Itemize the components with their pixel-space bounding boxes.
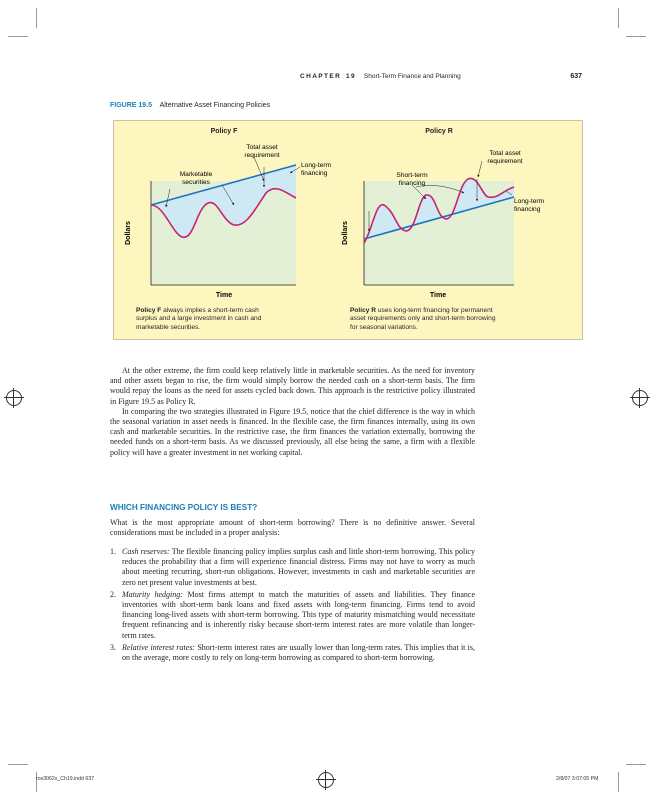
panel-r-total-asset-label: Total asset (489, 150, 521, 157)
list-item-number: 2. (110, 589, 116, 599)
section-intro-block (110, 518, 475, 538)
crop-mark (8, 36, 28, 37)
panel-r-long-term-label: Long-term (514, 198, 545, 205)
figure-caption (110, 102, 270, 109)
panel-f-caption-line: always implies a short-term cash (161, 307, 259, 314)
section-intro: What is the most appropriate amount of short-term borrowing? There is no definitive answer. Several considerations must be included in a proper analysis: (110, 518, 475, 538)
panel-f-caption-bold: Policy F (136, 307, 162, 314)
list-item-text: Short-term interest rates are usually lower than long-term rates. This implies that it is, on the average, more costly to rely on long-term borrowing as compared to short-term borrowing. (122, 642, 475, 663)
panel-r-caption (350, 307, 580, 332)
panel-f-caption-line: surplus and a large investment in cash and (136, 315, 262, 323)
panel-f-long-term-label: financing (301, 170, 328, 177)
panel-r-short-term-label: financing (398, 180, 426, 187)
panel-f-total-asset-label: Total asset (246, 144, 278, 151)
panel-r-arrow (478, 161, 482, 177)
panel-r-x-label: Time (429, 292, 447, 299)
list-item-term: Relative interest rates: (122, 642, 196, 652)
chapter-number: 19 (346, 73, 357, 80)
panel-f-marketable-label: securities (182, 179, 210, 186)
crop-mark (618, 8, 619, 28)
panel-f-x-label: Time (215, 292, 233, 299)
considerations-list (110, 547, 475, 663)
list-item-number: 3. (110, 642, 116, 652)
crop-mark (8, 764, 28, 765)
figure-box (113, 120, 583, 340)
crop-mark (618, 772, 619, 792)
running-header (300, 73, 582, 80)
crop-mark (626, 764, 646, 765)
figure-title: Alternative Asset Financing Policies (159, 102, 271, 109)
panel-f-marketable-label: Marketable (179, 171, 213, 178)
section-heading: WHICH FINANCING POLICY IS BEST? (110, 503, 258, 512)
crop-mark (36, 8, 37, 28)
panel-f (125, 144, 332, 299)
figure-label: FIGURE 19.5 (110, 102, 153, 109)
panel-f-title: Policy F (210, 128, 238, 135)
panel-f-long-term-label: Long-term (301, 162, 332, 169)
list-item-term: Maturity hedging: (122, 589, 183, 599)
panel-r-caption-line: for seasonal variations. (350, 323, 418, 331)
crop-mark (36, 772, 37, 792)
panel-r-caption-line: asset requirements only and short-term borrowing (350, 315, 496, 323)
body-text (110, 366, 475, 458)
panel-r (342, 150, 545, 299)
registration-mark-icon (318, 772, 334, 788)
list-item-number: 1. (110, 547, 116, 556)
panel-r-total-asset-label: requirement (487, 158, 523, 165)
list-item-term: Cash reserves: (122, 547, 170, 556)
panel-r-caption-line: uses long-term financing for permanent (376, 307, 493, 314)
registration-mark-icon (6, 390, 22, 406)
list-item (110, 547, 475, 588)
footer-file-name: ros3062x_Ch19.indd 637 (36, 776, 94, 782)
paragraph: At the other extreme, the firm could keep relatively little in marketable securities. As the need for inventory and other assets began to rise, the firm would simply borrow the needed cash on a short-term basis. The firm would repay the loans as the need for assets cycled back down. This approach is the restrictive policy illustrated in Figure 19.5 as Policy R. (110, 366, 475, 406)
chapter-title: Short-Term Finance and Planning (363, 73, 461, 80)
list-item-text: The flexible financing policy implies surplus cash and little short-term borrowing. This policy reduces the probability that a firm will experience financial distress. Firms may not have to worry as much about meeting recurring, short-run obligations. However, investments in cash and marketable securities are zero net present value investments at best. (122, 547, 475, 587)
panel-r-title: Policy R (425, 128, 453, 135)
panel-r-y-label: Dollars (342, 221, 349, 245)
page-number: 637 (570, 73, 582, 80)
panel-r-caption-bold: Policy R (350, 307, 377, 314)
crop-mark (626, 36, 646, 37)
paragraph: In comparing the two strategies illustrated in Figure 19.5, notice that the chief difference is the way in which the seasonal variation in asset needs is financed. In the flexible case, the firm finances internally, using its own cash and marketable securities. In the restrictive case, the firm finances the variation externally, borrowing the needed funds on a short-term basis. As we discussed previously, all else being the same, a firm with a flexible policy will have a greater investment in net working capital. (110, 406, 475, 457)
chapter-label: CHAPTER (300, 73, 342, 80)
footer-timestamp: 2/8/07 3:07:05 PM (556, 776, 599, 782)
panel-f-y-label: Dollars (125, 221, 132, 245)
list-item-text: Most firms attempt to match the maturities of assets and liabilities. They finance inventories with short-term bank loans and fixed assets with long-term financing. Firms tend to avoid financing long-lived assets with short-term borrowing. This type of maturity mismatching would necessitate frequent refinancing and is inherently risky because short-term interest rates are more volatile than longer-term rates. (122, 589, 475, 640)
panel-r-long-term-label: financing (514, 206, 541, 213)
list-item (110, 643, 475, 663)
panel-r-short-term-label: Short-term (396, 172, 428, 179)
registration-mark-icon (632, 390, 648, 406)
panel-f-caption (136, 307, 336, 332)
panel-f-total-asset-label: requirement (244, 152, 280, 159)
panel-f-caption-line: marketable securities. (136, 323, 201, 331)
list-item (110, 590, 475, 641)
